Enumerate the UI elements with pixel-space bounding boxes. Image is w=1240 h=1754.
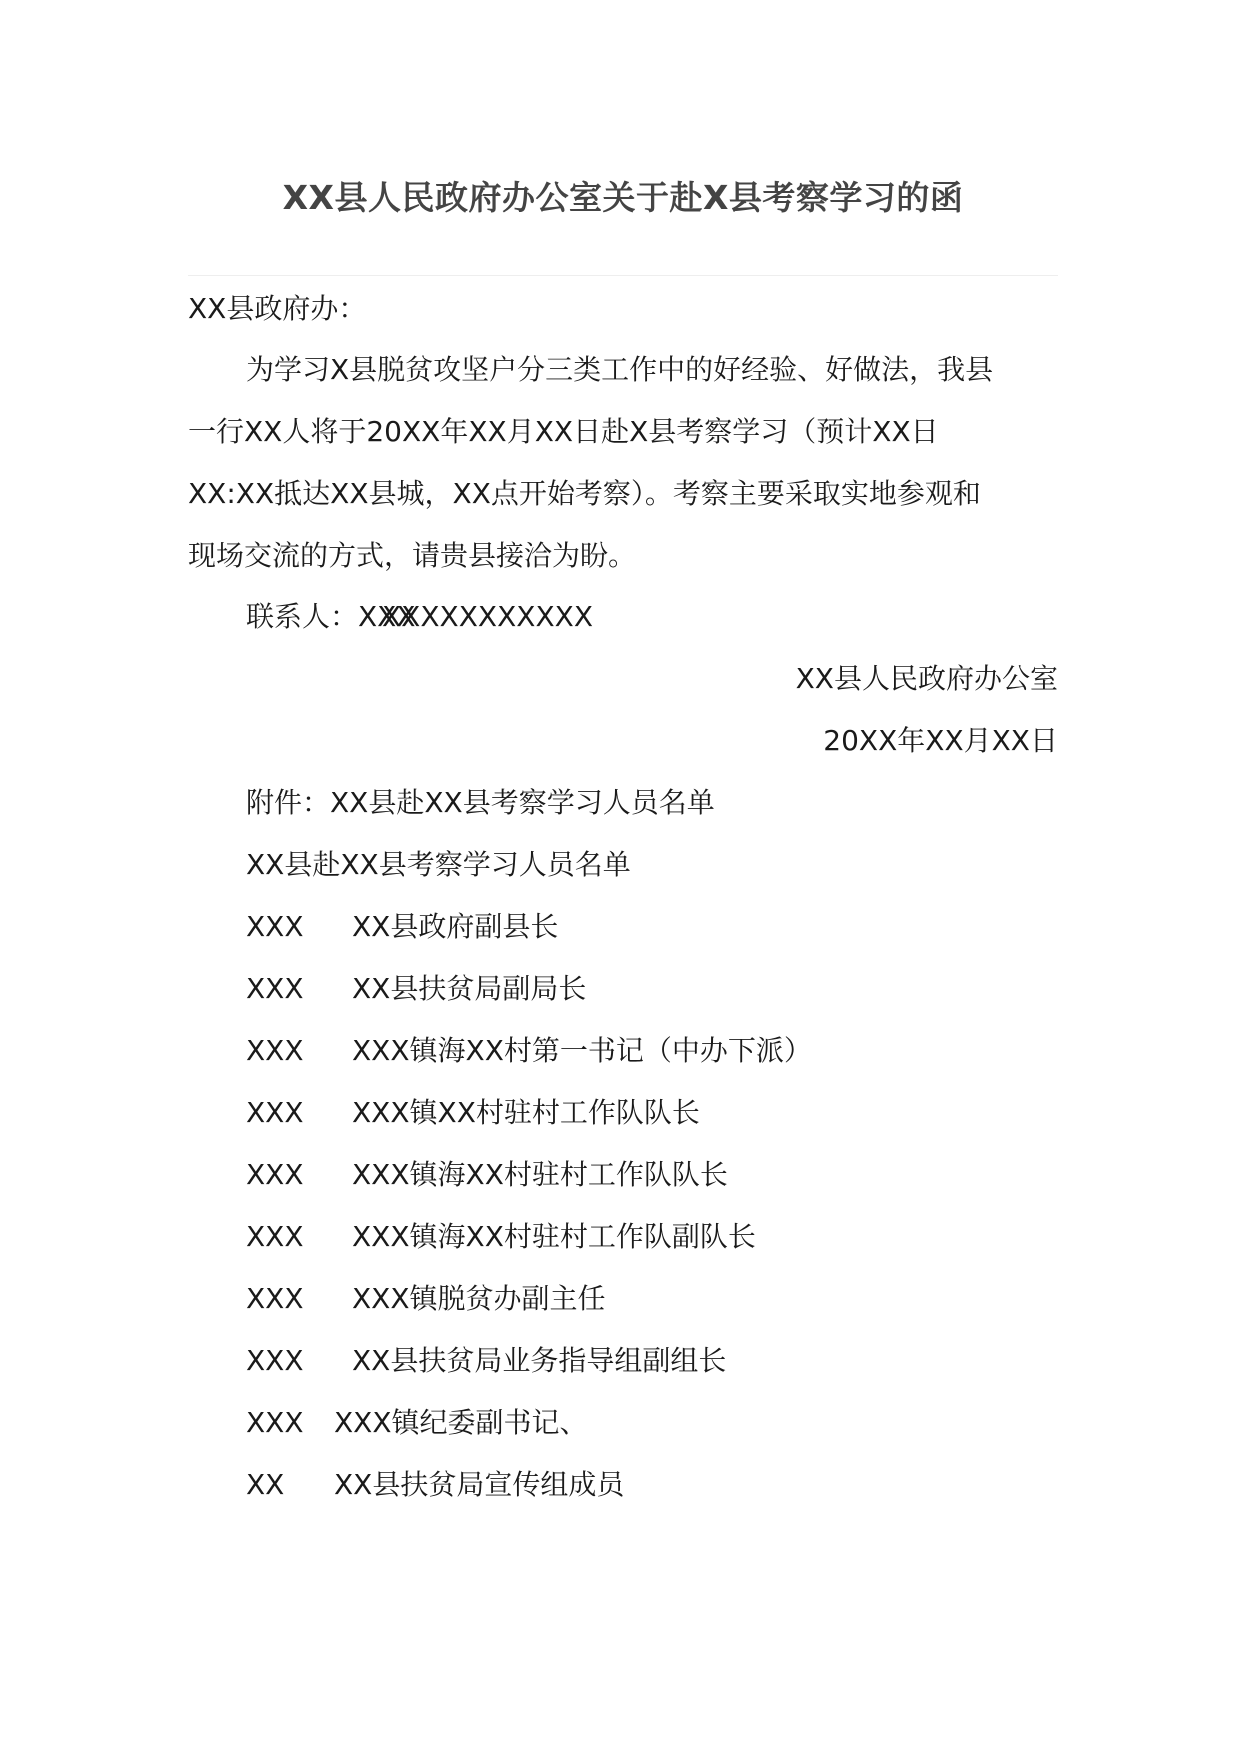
body-line-3: XX:XX抵达XX县城，XX点开始考察）。考察主要采取实地参观和 [188, 477, 981, 510]
member-row [246, 907, 559, 947]
attachment-label: 附件：XX县赴XX县考察学习人员名单 [246, 786, 715, 819]
salutation: XX县政府办： [188, 292, 367, 325]
member-role: XXX镇XX村驻村工作队队长 [352, 1096, 700, 1129]
member-name: XXX [246, 1220, 304, 1253]
document-title: XX县人民政府办公室关于赴X县考察学习的函 [282, 178, 964, 217]
title-divider [188, 275, 1058, 276]
member-name: XXX [246, 1344, 304, 1377]
signature-org: XX县人民政府办公室 [795, 662, 1058, 695]
member-role: XXX镇海XX村第一书记（中办下派） [352, 1034, 812, 1067]
member-row [246, 1465, 625, 1505]
document-page [188, 0, 1058, 1754]
member-row [246, 1279, 606, 1319]
contact-phone: XXXXXXXXXXX [382, 600, 593, 633]
contact-label: 联系人：XXX [246, 600, 416, 633]
member-role: XX县扶贫局副局长 [352, 972, 587, 1005]
member-name: XXX [246, 1406, 304, 1439]
member-name: XXX [246, 1096, 304, 1129]
member-name: XXX [246, 1158, 304, 1191]
body-line-4: 现场交流的方式，请贵县接洽为盼。 [188, 539, 637, 572]
member-role: XX县扶贫局宣传组成员 [334, 1468, 625, 1501]
member-role: XXX镇脱贫办副主任 [352, 1282, 606, 1315]
member-row [246, 1341, 727, 1381]
contact-line [188, 597, 1058, 637]
member-role: XX县政府副县长 [352, 910, 559, 943]
member-role: XXX镇纪委副书记、 [334, 1406, 588, 1439]
member-role: XXX镇海XX村驻村工作队副队长 [352, 1220, 756, 1253]
member-name: XXX [246, 1282, 304, 1315]
member-row [246, 1031, 812, 1071]
member-row [246, 969, 587, 1009]
member-name: XXX [246, 972, 304, 1005]
attachment-list-title: XX县赴XX县考察学习人员名单 [246, 848, 631, 881]
member-name: XX [246, 1468, 285, 1501]
member-row [246, 1217, 756, 1257]
member-name: XXX [246, 910, 304, 943]
member-role: XX县扶贫局业务指导组副组长 [352, 1344, 727, 1377]
member-row [246, 1155, 728, 1195]
body-line-1: 为学习X县脱贫攻坚户分三类工作中的好经验、好做法，我县 [246, 353, 994, 386]
body-line-2: 一行XX人将于20XX年XX月XX日赴X县考察学习（预计XX日 [188, 415, 939, 448]
signature-date: 20XX年XX月XX日 [823, 724, 1058, 757]
member-role: XXX镇海XX村驻村工作队队长 [352, 1158, 728, 1191]
member-row [246, 1093, 700, 1133]
member-name: XXX [246, 1034, 304, 1067]
member-row [246, 1403, 588, 1443]
